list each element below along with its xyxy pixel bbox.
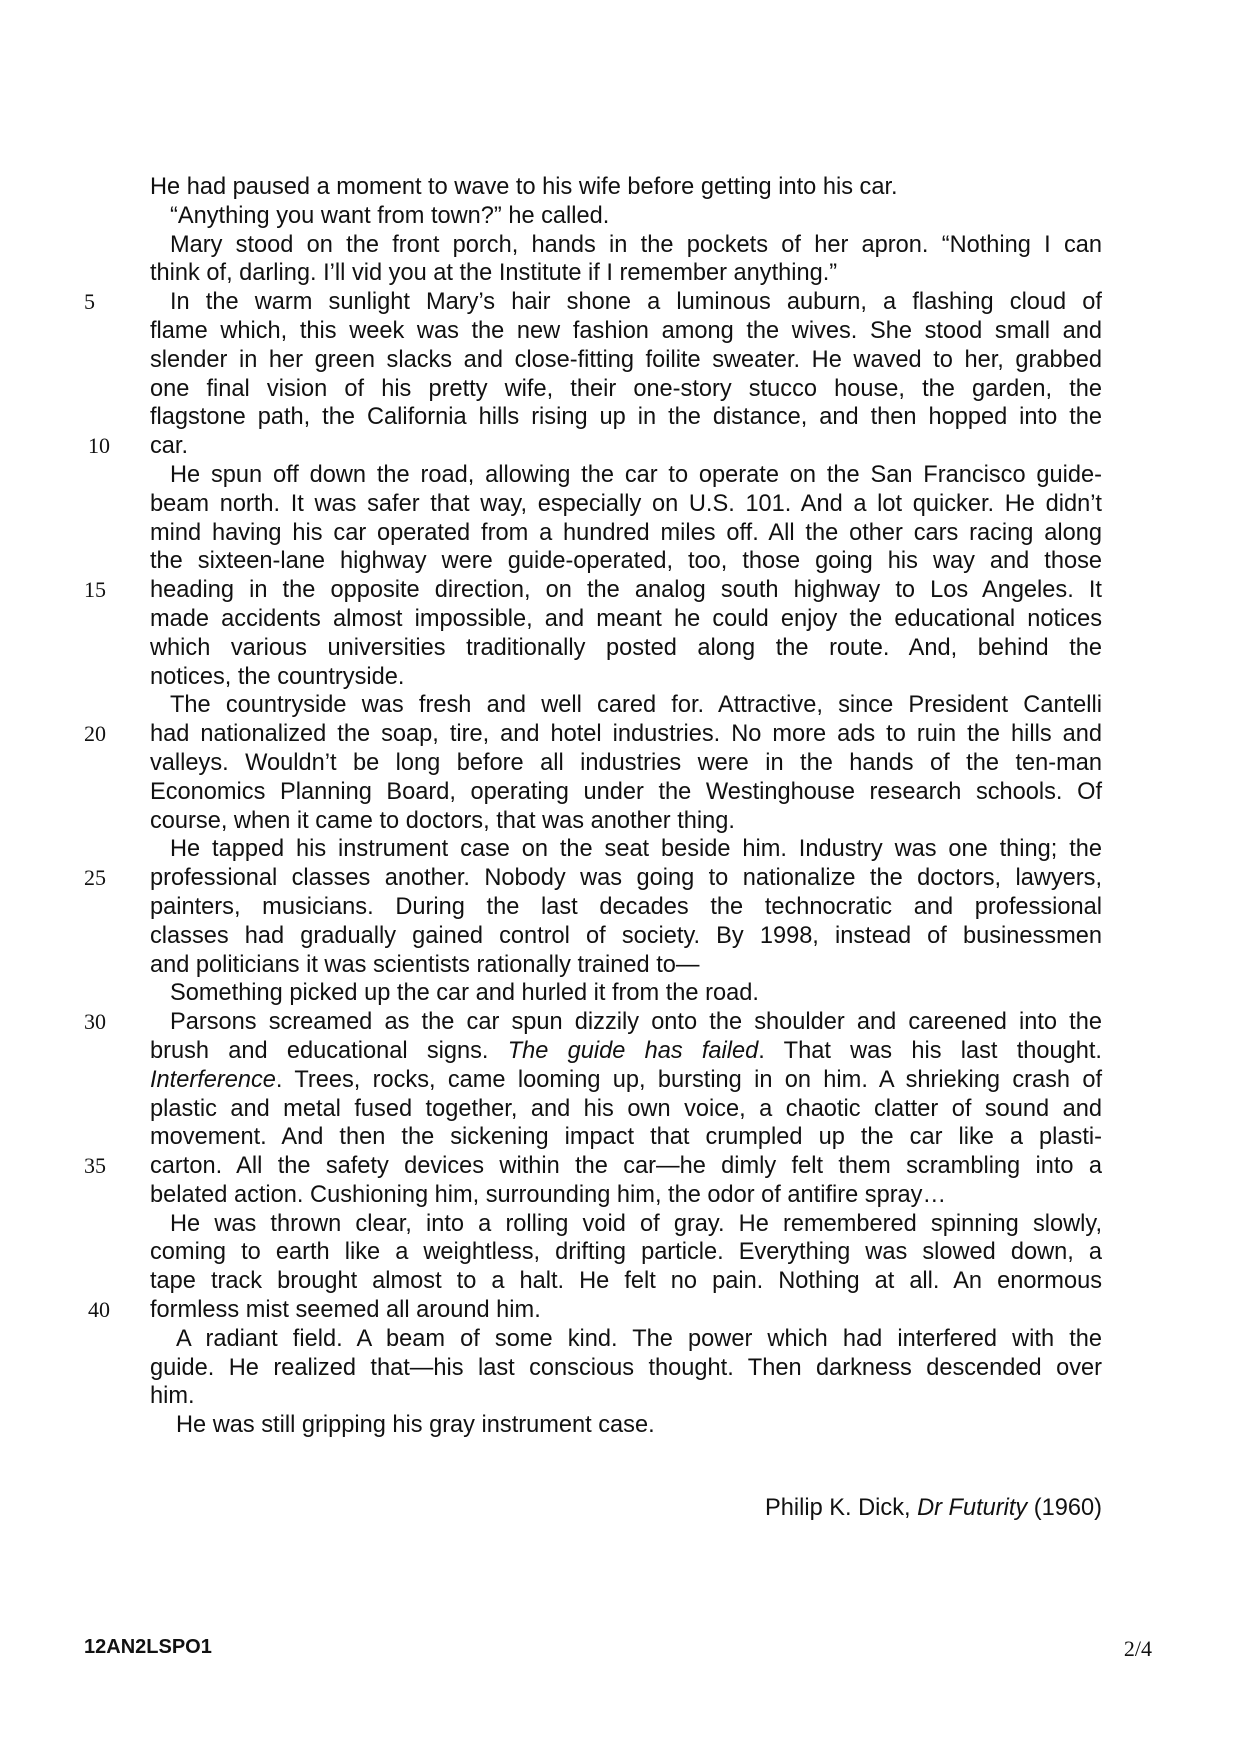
passage-line: Interference. Trees, rocks, came looming up, bursting in on him. A shrieking crash of [150, 1066, 1102, 1093]
passage-line: 30 Parsons screamed as the car spun dizzily onto the shoulder and careened into the [84, 1009, 1102, 1036]
passage-line: 5 In the warm sunlight Mary’s hair shone a luminous auburn, a flashing cloud of [84, 289, 1102, 316]
passage-line: flame which, this week was the new fashion among the wives. She stood small and [150, 317, 1102, 344]
attribution-title: Dr Futurity [917, 1495, 1028, 1521]
page-number: 2/4 [1123, 1636, 1152, 1661]
passage-line: the sixteen-lane highway were guide-operated, too, those going his way and those [150, 548, 1102, 575]
passage-line: belated action. Cushioning him, surrounding him, the odor of antifire spray… [150, 1181, 947, 1208]
passage-line: 20 had nationalized the soap, tire, and hotel industries. No more ads to ruin the hills and [84, 721, 1102, 748]
line-number: 25 [84, 865, 106, 891]
passage-line: He was thrown clear, into a rolling void of gray. He remembered spinning slowly, [170, 1210, 1102, 1237]
passage-line: 25 professional classes another. Nobody was going to nationalize the doctors, lawyers, [84, 865, 1102, 892]
passage-line: guide. He realized that—his last conscious thought. Then darkness descended over [150, 1354, 1102, 1381]
passage-line: 15 heading in the opposite direction, on the analog south highway to Los Angeles. It [84, 577, 1102, 604]
passage-line: notices, the countryside. [150, 663, 405, 690]
passage-line: classes had gradually gained control of society. By 1998, instead of businessmen [150, 922, 1102, 949]
passage-line: mind having his car operated from a hundred miles off. All the other cars racing along [150, 519, 1102, 546]
passage-line: flagstone path, the California hills rising up in the distance, and then hopped into the [150, 404, 1102, 431]
attribution-author: Philip K. Dick, [765, 1495, 918, 1521]
exam-code: 12AN2LSPO1 [84, 1636, 212, 1658]
passage-line: course, when it came to doctors, that was another thing. [150, 807, 735, 834]
passage-text [84, 173, 1102, 1440]
line-number: 30 [84, 1009, 106, 1035]
passage-line: painters, musicians. During the last decades the technocratic and professional [150, 893, 1102, 920]
passage-line: 40 formless mist seemed all around him. [150, 1296, 1102, 1325]
passage-line: think of, darling. I’ll vid you at the Institute if I remember anything.” [150, 260, 838, 287]
passage-line: him. [150, 1383, 195, 1410]
passage-line: which various universities traditionally posted along the route. And, behind the [150, 634, 1102, 661]
line-number: 40 [88, 1297, 110, 1323]
passage-line: He was still gripping his gray instrument case. [176, 1412, 655, 1439]
line-number: 35 [84, 1153, 106, 1179]
passage-line: “Anything you want from town?” he called. [170, 202, 610, 229]
passage-line: tape track brought almost to a halt. He felt no pain. Nothing at all. An enormous [150, 1268, 1102, 1295]
passage-line: coming to earth like a weightless, drifting particle. Everything was slowed down, a [150, 1239, 1102, 1266]
passage-line: and politicians it was scientists rationally trained to— [150, 951, 700, 978]
passage-line: movement. And then the sickening impact that crumpled up the car like a plasti- [150, 1124, 1102, 1151]
italic-phrase: Interference [150, 1066, 276, 1093]
source-attribution [765, 1495, 1102, 1522]
passage-line: He had paused a moment to wave to his wife before getting into his car. [150, 174, 898, 200]
passage-line: Economics Planning Board, operating under the Westinghouse research schools. Of [150, 778, 1102, 805]
line-number: 5 [84, 289, 95, 315]
passage-line: beam north. It was safer that way, especially on U.S. 101. And a lot quicker. He didn’t [150, 490, 1102, 517]
passage-line: Something picked up the car and hurled it from the road. [170, 980, 759, 1007]
line-number: 20 [84, 721, 106, 747]
passage-line: Mary stood on the front porch, hands in the pockets of her apron. “Nothing I can [170, 231, 1102, 258]
passage-line: 35 carton. All the safety devices within the car—he dimly felt them scrambling into a [84, 1153, 1102, 1180]
line-number: 15 [84, 577, 106, 603]
passage-line: made accidents almost impossible, and meant he could enjoy the educational notices [150, 605, 1102, 632]
passage-line: valleys. Wouldn’t be long before all industries were in the hands of the ten-man [150, 749, 1102, 776]
passage-line: plastic and metal fused together, and his own voice, a chaotic clatter of sound and [150, 1095, 1102, 1122]
passage-line: A radiant field. A beam of some kind. The power which had interfered with the [176, 1325, 1102, 1352]
passage-line: The countryside was fresh and well cared for. Attractive, since President Cantelli [170, 692, 1102, 719]
passage-line: He spun off down the road, allowing the car to operate on the San Francisco guide- [170, 461, 1102, 488]
attribution-year: (1960) [1027, 1495, 1102, 1521]
passage-line: one final vision of his pretty wife, their one-story stucco house, the garden, the [150, 375, 1102, 402]
passage-line: He tapped his instrument case on the seat beside him. Industry was one thing; the [170, 836, 1102, 863]
passage-line: slender in her green slacks and close-fitting foilite sweater. He waved to her, grabbed [150, 346, 1102, 373]
italic-phrase: The guide has failed [507, 1037, 759, 1064]
passage-line: 10 car. [150, 432, 1102, 461]
line-number: 10 [88, 433, 110, 459]
passage-line: brush and educational signs. The guide has failed. That was his last thought. [150, 1037, 1102, 1064]
